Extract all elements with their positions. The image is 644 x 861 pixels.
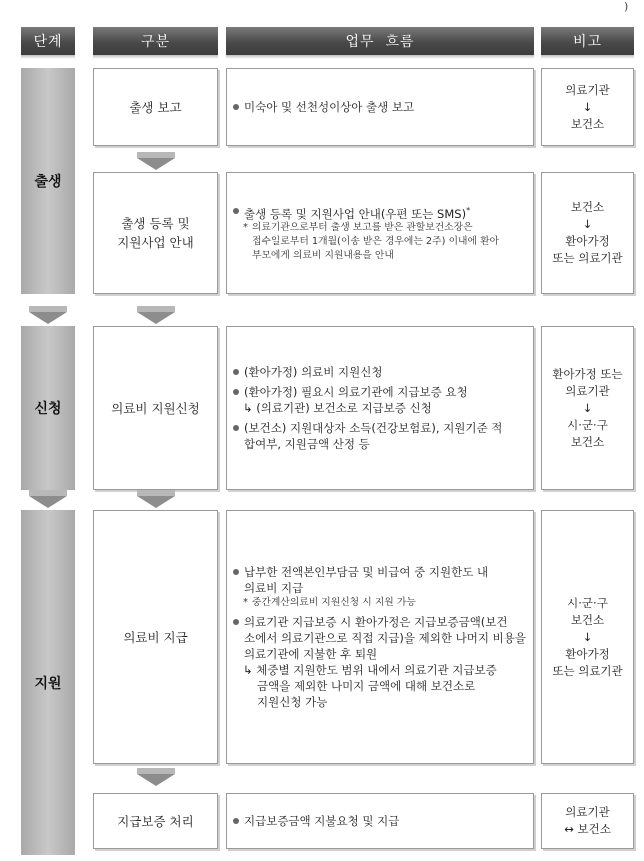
corner-mark: ) xyxy=(624,0,629,13)
note-line: 또는 의료기관 xyxy=(552,251,623,265)
bullet-icon xyxy=(233,389,239,395)
note-line: 보건소 xyxy=(570,116,605,131)
flow-birth-register xyxy=(226,172,534,294)
note-line: 시·군·구 xyxy=(567,417,608,432)
flow-medical-payment xyxy=(226,510,534,764)
flow-bullet xyxy=(231,364,527,380)
header-note: 비고 xyxy=(541,27,634,55)
note-line: 시·군·구 xyxy=(567,595,608,610)
flow-text: 의료비 지급 xyxy=(244,581,304,595)
row-arrow-down-icon xyxy=(137,774,175,786)
flow-footnote: * 의료기관으로부터 출생 보고를 받은 관할보건소장은 접수일로부터 1개월(이송 받은 경우에는 2주) 이내에 환아 부모에게 의료비 지원내용을 안내 xyxy=(231,221,527,263)
note-line: 또는 의료기관 xyxy=(552,663,623,678)
flow-text: 의료기관 지급보증 시 환아가정은 지급보증금액(보건 xyxy=(244,615,508,629)
flow-bullet xyxy=(231,813,527,829)
flow-bullet xyxy=(231,99,527,115)
footnote-line: 중간계산의료비 지원신청 시 지원 가능 xyxy=(251,597,416,608)
category-guarantee xyxy=(93,793,218,849)
category-birth-register xyxy=(93,172,218,294)
flow-medical-apply xyxy=(226,326,534,490)
stage-support xyxy=(21,510,75,855)
down-arrow-icon: ↓ xyxy=(582,217,593,231)
category-label: 지급보증 처리 xyxy=(117,813,194,829)
note-guarantee xyxy=(541,793,634,849)
footnote-mark: * xyxy=(466,205,471,215)
stage-support-label: 지원 xyxy=(34,675,62,692)
flow-text: 지급보증금액 지불요청 및 지급 xyxy=(244,814,400,828)
flow-text: 합여부, 지원금액 산정 등 xyxy=(244,437,370,451)
row-arrow-down-icon xyxy=(137,496,175,508)
flow-sub-step: ↳ (의료기관) 보건소로 지급보증 신청 xyxy=(243,401,432,415)
category-medical-payment xyxy=(93,510,218,764)
bullet-icon xyxy=(233,369,239,375)
note-birth-register xyxy=(541,172,634,294)
bullet-icon xyxy=(233,569,239,575)
header-stage: 단계 xyxy=(21,27,75,55)
flow-text: 미숙아 및 선천성이상아 출생 보고 xyxy=(244,100,415,114)
bullet-icon xyxy=(233,104,239,110)
note-line: ↔ 보건소 xyxy=(564,822,611,836)
flow-text: 납부한 전액본인부담금 및 비급여 중 지원한도 내 xyxy=(244,565,489,579)
flow-guarantee xyxy=(226,793,534,849)
header-category: 구분 xyxy=(93,27,218,55)
note-line: 보건소 xyxy=(570,612,605,627)
note-medical-payment xyxy=(541,510,634,764)
note-line: 환아가정 xyxy=(565,646,610,661)
category-birth-report xyxy=(93,68,218,146)
flow-footnote: * 중간계산의료비 지원신청 시 지원 가능 xyxy=(243,597,416,608)
category-medical-apply xyxy=(93,326,218,490)
note-medical-apply xyxy=(541,326,634,490)
sub-step-line: 지원신청 가능 xyxy=(257,695,328,709)
category-label: 의료비 지원신청 xyxy=(111,400,200,416)
footnote-line: 의료기관으로부터 출생 보고를 받은 관할보건소장은 xyxy=(251,222,473,234)
flow-bullet xyxy=(231,384,527,400)
stage-birth xyxy=(21,68,75,294)
row-arrow-down-icon xyxy=(137,312,175,324)
bullet-icon xyxy=(233,818,239,824)
flow-text: (환아가정) 필요시 의료기관에 지급보증 요청 xyxy=(244,385,468,399)
flow-text: 의료기관에 지불한 후 퇴원 xyxy=(244,647,378,661)
bullet-icon xyxy=(233,208,239,214)
flow-bullet xyxy=(231,614,527,662)
flow-birth-report xyxy=(226,68,534,146)
category-label: 의료비 지급 xyxy=(123,629,188,645)
note-line: 보건소 xyxy=(570,200,605,214)
row-arrow-down-icon xyxy=(137,158,175,170)
header-flow: 업무 흐름 xyxy=(226,27,534,55)
category-line: 지원사업 안내 xyxy=(117,235,194,250)
sub-step-line: ↳ 체중별 지원한도 범위 내에서 의료기관 지급보증 xyxy=(243,663,497,677)
note-birth-report xyxy=(541,68,634,146)
category-label: 출생 보고 xyxy=(129,99,182,115)
bullet-icon xyxy=(233,425,239,431)
stage-apply-label: 신청 xyxy=(34,401,62,417)
stage-arrow-down-icon xyxy=(29,312,67,324)
note-line: 보건소 xyxy=(570,434,605,449)
stage-birth-label: 출생 xyxy=(34,174,62,190)
flow-bullet xyxy=(231,420,527,452)
flow-bullet xyxy=(231,564,527,596)
category-label xyxy=(117,214,193,252)
stage-apply xyxy=(21,326,75,490)
stage-arrow-down-icon xyxy=(29,496,67,508)
sub-step-line: 금액을 제외한 나미지 금액에 대해 보건소로 xyxy=(257,679,476,693)
bullet-icon xyxy=(233,619,239,625)
note-line: 의료기관 xyxy=(565,82,610,97)
category-line: 출생 등록 및 xyxy=(121,216,190,231)
footnote-line: 접수일로부터 1개월(이송 받은 경우에는 2주) 이내에 환아 xyxy=(252,236,499,248)
down-arrow-icon: ↓ xyxy=(582,99,593,114)
flow-bullet xyxy=(231,203,527,222)
footnote-line: 부모에게 의료비 지원내용을 안내 xyxy=(252,250,394,262)
flow-text: 출생 등록 및 지원사업 안내(우편 또는 SMS) xyxy=(244,206,467,221)
down-arrow-icon: ↓ xyxy=(582,629,593,644)
flow-text: 소에서 의료기관으로 직접 지급)을 제외한 나머지 비용을 xyxy=(244,631,526,645)
note-line: 환아가정 xyxy=(565,234,610,248)
note-line: 환아가정 또는 xyxy=(552,366,623,381)
note-line: 의료기관 xyxy=(565,383,610,398)
flow-sub-step xyxy=(231,662,527,710)
flow-text: (환아가정) 의료비 지원신청 xyxy=(244,365,383,379)
down-arrow-icon: ↓ xyxy=(582,400,593,415)
flow-text: (보건소) 지원대상자 소득(건강보험료), 지원기준 적 xyxy=(244,421,503,435)
note-line: 의료기관 xyxy=(565,805,610,819)
